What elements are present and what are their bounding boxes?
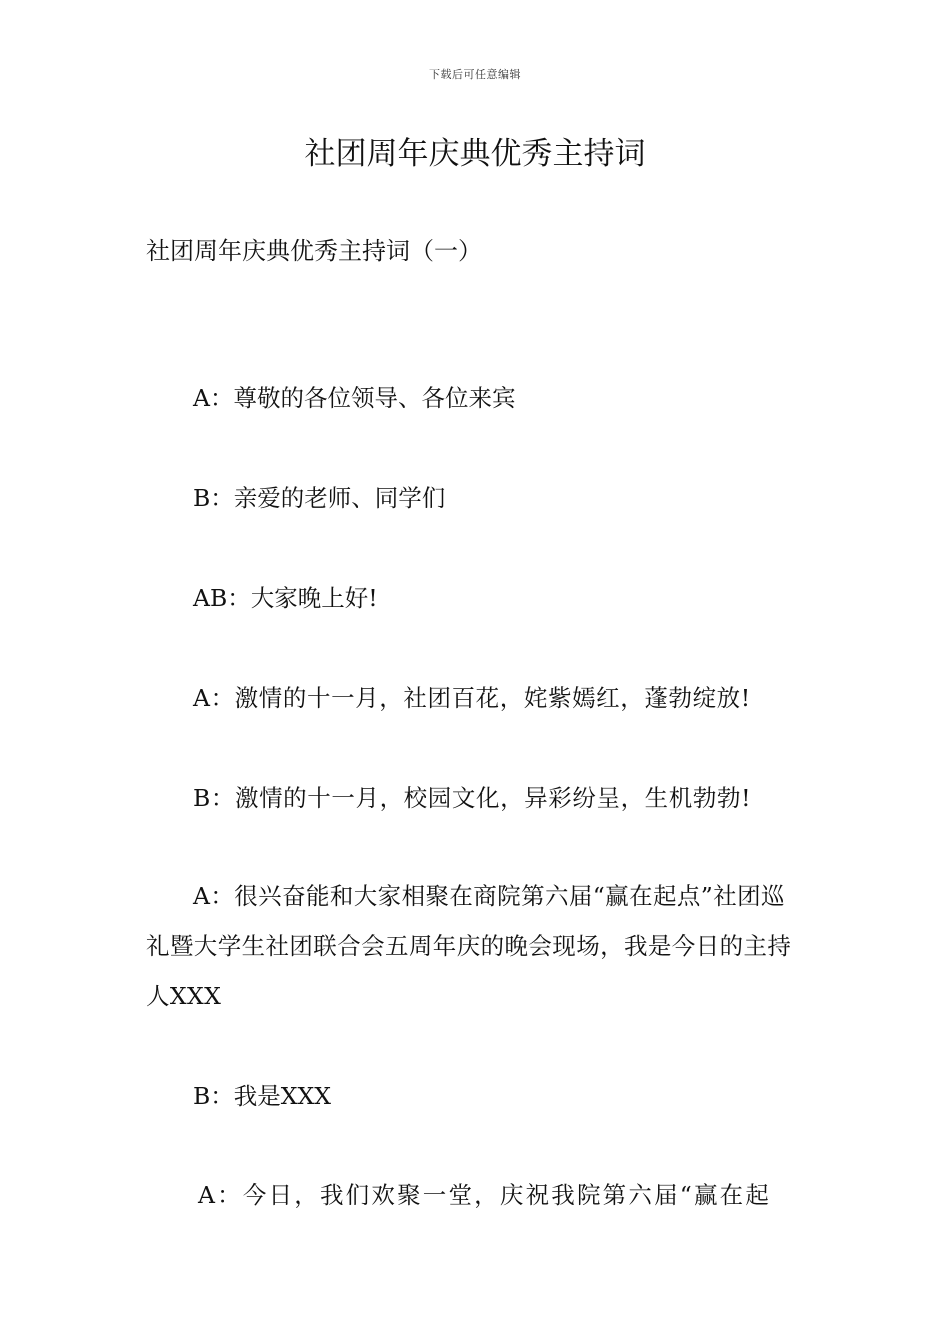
paragraph: B：激情的十一月，校园文化，异彩纷呈，生机勃勃!	[193, 784, 752, 812]
header-note: 下载后可任意编辑	[429, 68, 521, 81]
paragraph: B：亲爱的老师、同学们	[193, 484, 446, 512]
paragraph: A：激情的十一月，社团百花，姹紫嫣红，蓬勃绽放!	[193, 684, 751, 712]
document-title: 社团周年庆典优秀主持词	[304, 136, 646, 172]
paragraph: A：尊敬的各位领导、各位来宾	[193, 384, 516, 412]
paragraph: AB：大家晚上好!	[193, 584, 378, 612]
paragraph: A：今日，我们欢聚一堂，庆祝我院第六届“赢在起	[198, 1181, 772, 1209]
paragraph: A：很兴奋能和大家相聚在商院第六届“赢在起点”社团巡礼暨大学生社团联合会五周年庆的晚会现场，我是今日的主持人XXX	[146, 882, 792, 1010]
paragraph: B：我是XXX	[193, 1082, 331, 1110]
section-heading: 社团周年庆典优秀主持词（一）	[146, 237, 482, 265]
